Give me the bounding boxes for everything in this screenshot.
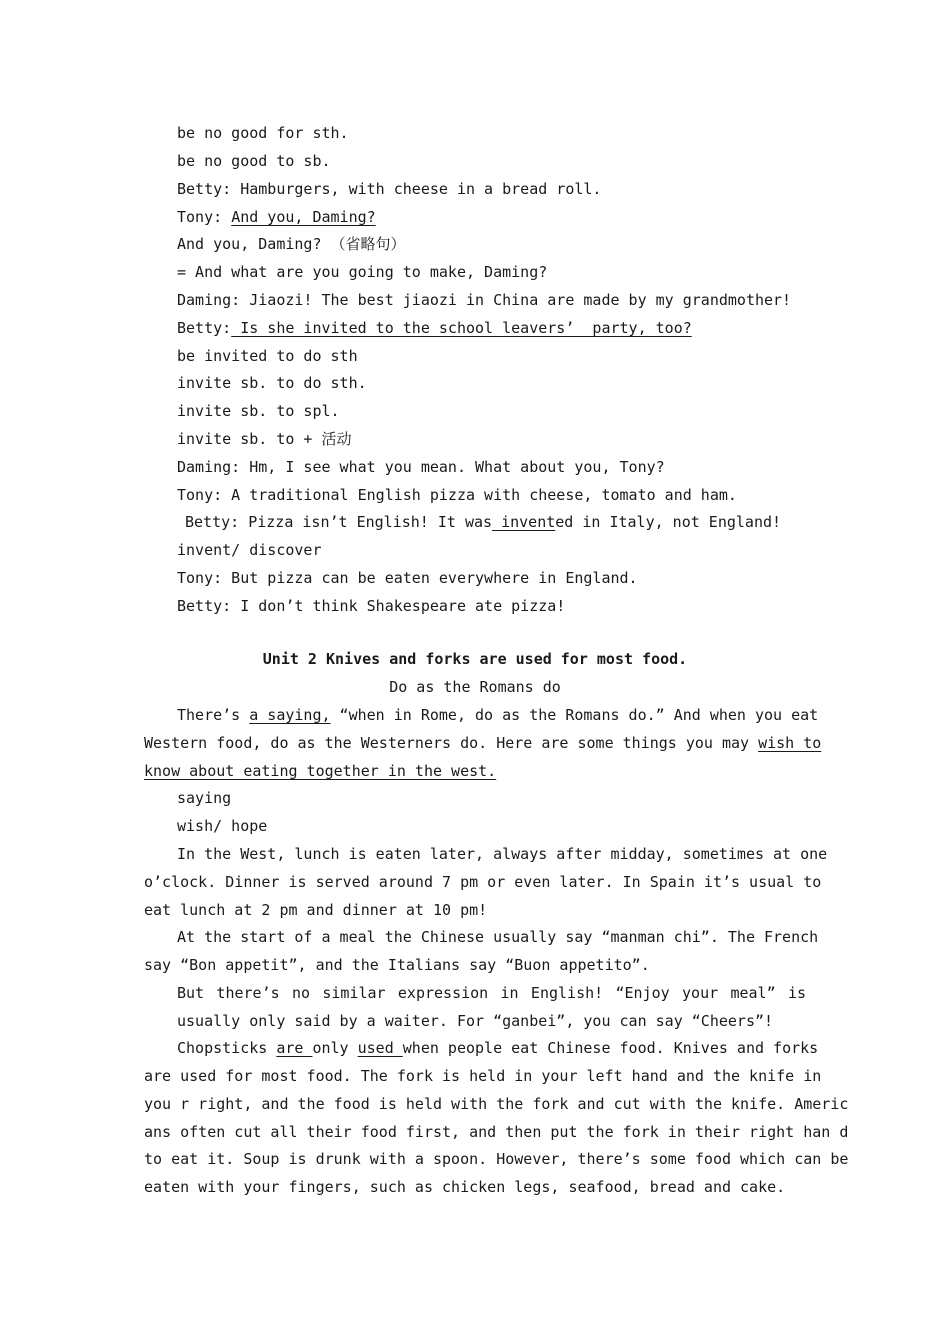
underlined-text: And you, Daming? xyxy=(231,208,376,226)
underlined-text: are xyxy=(276,1039,313,1057)
phrase-line: invite sb. to + 活动 xyxy=(177,430,352,448)
note-line: wish/ hope xyxy=(177,817,268,835)
underlined-text: know about eating together in the west. xyxy=(144,762,497,780)
passage-line: At the start of a meal the Chinese usually say “manman chi”. The French xyxy=(177,928,819,946)
passage-line xyxy=(177,1038,819,1058)
text-run: Western food, do as the Westerners do. Here are some things you may xyxy=(144,734,759,752)
phrase-line: invite sb. to do sth. xyxy=(177,374,367,392)
passage-line: o’clock. Dinner is served around 7 pm or even later. In Spain it’s usual to xyxy=(144,873,822,891)
passage-line xyxy=(177,705,819,725)
speaker: Betty: xyxy=(177,319,232,337)
passage-line: eaten with your fingers, such as chicken legs, seafood, bread and cake. xyxy=(144,1178,786,1196)
underlined-text: invent xyxy=(492,513,556,531)
note-line: And you, Daming? （省略句） xyxy=(177,235,406,253)
dialogue-line: Tony: A traditional English pizza with cheese, tomato and ham. xyxy=(177,486,737,504)
phrase-line: invent/ discover xyxy=(177,541,322,559)
underlined-text: wish to xyxy=(758,734,822,752)
text-run: when people eat Chinese food. Knives and forks xyxy=(402,1039,819,1057)
underlined-text: used xyxy=(357,1039,403,1057)
passage-line: say “Bon appetit”, and the Italians say “Buon appetito”. xyxy=(144,956,650,974)
dialogue-line: Betty: Hamburgers, with cheese in a bread roll. xyxy=(177,180,602,198)
passage-line: ans often cut all their food first, and then put the fork in their right han d xyxy=(144,1123,849,1141)
passage-line: eat lunch at 2 pm and dinner at 10 pm! xyxy=(144,901,488,919)
dialogue-line xyxy=(177,207,376,227)
phrase-line: be no good for sth. xyxy=(177,124,349,142)
phrase-line: be invited to do sth xyxy=(177,347,358,365)
passage-line: In the West, lunch is eaten later, always after midday, sometimes at one xyxy=(177,845,828,863)
passage-line xyxy=(144,761,496,781)
underlined-text: a saying, xyxy=(249,706,331,724)
text-run: ed in Italy, not England! xyxy=(555,513,782,531)
dialogue-line xyxy=(177,318,692,338)
dialogue-line: Daming: Jiaozi! The best jiaozi in China are made by my grandmother! xyxy=(177,291,792,309)
dialogue-line: Tony: But pizza can be eaten everywhere in England. xyxy=(177,569,638,587)
passage-line: you r right, and the food is held with the fork and cut with the knife. Americ xyxy=(144,1095,849,1113)
phrase-line: be no good to sb. xyxy=(177,152,331,170)
unit-title: Unit 2 Knives and forks are used for most food. xyxy=(262,650,688,668)
speaker: Tony: xyxy=(177,208,232,226)
note-line: = And what are you going to make, Daming? xyxy=(177,263,548,281)
passage-line: usually only said by a waiter. For “ganbei”, you can say “Cheers”! xyxy=(177,1012,774,1030)
text-run: “when in Rome, do as the Romans do.” And when you eat xyxy=(330,706,819,724)
passage-line xyxy=(144,733,822,753)
text-run: There’s xyxy=(177,706,250,724)
passage-line: But there’s no similar expression in English! “Enjoy your meal” is xyxy=(177,984,806,1002)
passage-line: are used for most food. The fork is held in your left hand and the knife in xyxy=(144,1067,822,1085)
unit-subtitle: Do as the Romans do xyxy=(389,678,561,696)
text-run: only xyxy=(312,1039,358,1057)
dialogue-line: Daming: Hm, I see what you mean. What about you, Tony? xyxy=(177,458,665,476)
dialogue-line xyxy=(185,512,781,532)
note-line: saying xyxy=(177,789,232,807)
passage-line: to eat it. Soup is drunk with a spoon. However, there’s some food which can be xyxy=(144,1150,849,1168)
underlined-text: Is she invited to the school leavers’ party, too? xyxy=(231,319,692,337)
dialogue-line: Betty: I don’t think Shakespeare ate pizza! xyxy=(177,597,566,615)
text-run: Chopsticks xyxy=(177,1039,277,1057)
phrase-line: invite sb. to spl. xyxy=(177,402,340,420)
text-run: Betty: Pizza isn’t English! It was xyxy=(185,513,493,531)
